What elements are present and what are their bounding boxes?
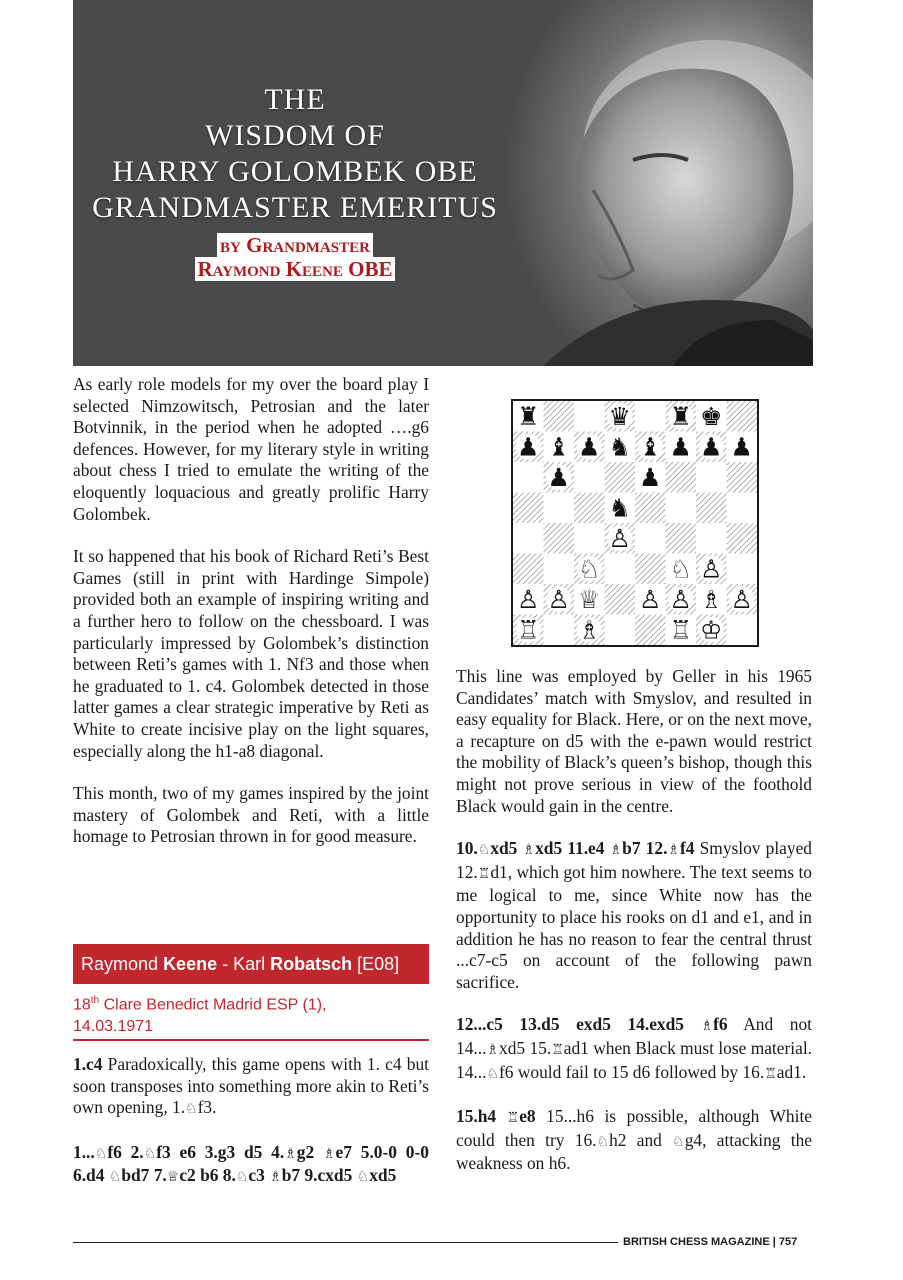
- white-pawn-icon: ♙: [730, 584, 753, 614]
- board-square-b3: [544, 554, 575, 585]
- byline: [73, 258, 517, 280]
- byline-line: by Grandmaster: [217, 233, 373, 257]
- board-square-b5: [544, 493, 575, 524]
- black-knight-icon: ♞: [608, 493, 631, 523]
- board-square-c8: [574, 401, 605, 432]
- white-last-name: Keene: [163, 954, 218, 974]
- title-line: THE: [264, 83, 326, 116]
- page-footer: [623, 1235, 797, 1249]
- move-text: e7 5.0-0 0-0 6.d4: [73, 1141, 429, 1186]
- move-text: xd5: [490, 838, 523, 859]
- rook-figurine-icon: ♖: [764, 1065, 777, 1082]
- black-rook-icon: ♜: [517, 401, 540, 431]
- title-line: WISDOM OF: [205, 119, 385, 152]
- moves-left: [73, 1054, 429, 1210]
- move-text: Smyslov played 12.: [456, 838, 812, 882]
- board-square-b1: [544, 615, 575, 646]
- board-square-f4: [666, 523, 697, 554]
- page-number: 757: [778, 1236, 798, 1248]
- black-pawn-icon: ♟: [639, 462, 662, 492]
- black-pawn-icon: ♟: [547, 462, 570, 492]
- move-paragraph: [456, 838, 812, 993]
- white-bishop-icon: ♗: [578, 615, 601, 645]
- board-square-e1: [635, 615, 666, 646]
- white-pawn-icon: ♙: [639, 584, 662, 614]
- move-bold: 1.c4: [73, 1054, 103, 1074]
- board-square-d3: [605, 554, 636, 585]
- knight-figurine-icon: ♘: [235, 1169, 249, 1186]
- knight-figurine-icon: ♘: [185, 1101, 198, 1118]
- bishop-figurine-icon: ♗: [700, 1018, 714, 1035]
- move-text: Paradoxically, this game opens with 1. c4 but soon transposes into something more akin to Reti’s own opening, 1.: [73, 1054, 429, 1118]
- move-text: f6: [713, 1014, 728, 1035]
- move-text: f6 2.: [107, 1141, 144, 1162]
- left-column: [73, 374, 429, 869]
- move-bold: [456, 838, 694, 858]
- board-svg: [513, 401, 757, 645]
- board-square-g6: [696, 462, 727, 493]
- black-pawn-icon: ♟: [700, 432, 723, 462]
- white-knight-icon: ♘: [578, 554, 601, 584]
- move-bold: [456, 1106, 536, 1126]
- black-pawn-icon: ♟: [517, 432, 540, 462]
- board-square-d2: [605, 584, 636, 615]
- white-queen-icon: ♕: [578, 584, 601, 614]
- rook-figurine-icon: ♖: [551, 1041, 564, 1058]
- board-square-c5: [574, 493, 605, 524]
- move-text: xd5 15.: [499, 1037, 552, 1058]
- byline: [73, 234, 517, 256]
- knight-figurine-icon: ♘: [108, 1169, 122, 1186]
- white-pawn-icon: ♙: [517, 584, 540, 614]
- move-text: ad1.: [776, 1061, 807, 1082]
- board-square-a5: [513, 493, 544, 524]
- title-line: GRANDMASTER EMERITUS: [92, 191, 498, 224]
- move-text: c2 b6 8.: [179, 1165, 236, 1186]
- black-bishop-icon: ♝: [639, 432, 662, 462]
- move-text: e8: [519, 1106, 536, 1127]
- move-text: xd5: [369, 1165, 397, 1186]
- move-text: 15.h4: [456, 1106, 507, 1127]
- knight-figurine-icon: ♘: [94, 1145, 108, 1162]
- white-knight-icon: ♘: [669, 554, 692, 584]
- board-square-b4: [544, 523, 575, 554]
- board-square-d1: [605, 615, 636, 646]
- knight-figurine-icon: ♘: [477, 842, 491, 859]
- board-square-h6: [727, 462, 758, 493]
- move-paragraph: [456, 1014, 812, 1085]
- bishop-figurine-icon: ♗: [486, 1041, 499, 1058]
- black-knight-icon: ♞: [608, 432, 631, 462]
- board-square-c4: [574, 523, 605, 554]
- black-king-icon: ♚: [700, 401, 723, 431]
- round-number: 18: [73, 996, 91, 1014]
- magazine-name: BRITISH CHESS MAGAZINE: [623, 1236, 770, 1248]
- move-text: ad1 when Black must lose material. 14...: [456, 1037, 813, 1082]
- move-text: d1, which got him nowhere. The text seems to me logical to me, since White now has the opportunity to place his rooks on d1 and e1, and in addition he has no reason to fear the central thrust ...c7-c5 on account of the following pawn sacrifice.: [456, 861, 812, 992]
- board-square-h8: [727, 401, 758, 432]
- bishop-figurine-icon: ♗: [522, 842, 536, 859]
- black-queen-icon: ♛: [608, 401, 631, 431]
- black-bishop-icon: ♝: [547, 432, 570, 462]
- move-paragraph: [73, 1054, 429, 1121]
- black-rook-icon: ♜: [669, 401, 692, 431]
- move-paragraph: [73, 1142, 429, 1189]
- chess-board-diagram: [511, 399, 759, 647]
- board-square-e3: [635, 554, 666, 585]
- knight-figurine-icon: ♘: [356, 1169, 370, 1186]
- black-pawn-icon: ♟: [669, 432, 692, 462]
- move-text: b7 9.cxd5: [281, 1165, 357, 1186]
- move-text: bd7 7.: [121, 1165, 167, 1186]
- white-bishop-icon: ♗: [700, 584, 723, 614]
- knight-figurine-icon: ♘: [143, 1145, 157, 1162]
- move-text: f6 would fail to 15 d6 followed by 16.: [499, 1061, 765, 1082]
- event-divider: [73, 1039, 429, 1041]
- board-square-c6: [574, 462, 605, 493]
- event-info: [73, 990, 429, 1038]
- move-text: xd5 11.e4: [535, 838, 610, 859]
- move-text: g2: [296, 1141, 323, 1162]
- move-paragraph: [456, 1106, 812, 1175]
- board-square-h4: [727, 523, 758, 554]
- bishop-figurine-icon: ♗: [269, 1169, 282, 1186]
- event-name: Clare Benedict Madrid ESP (1),: [99, 996, 327, 1014]
- board-square-f5: [666, 493, 697, 524]
- black-first-name: Karl: [233, 954, 266, 974]
- board-square-e5: [635, 493, 666, 524]
- white-rook-icon: ♖: [669, 615, 692, 645]
- paragraph: This line was employed by Geller in his 1965 Candidates’ match with Smyslov, and resulted in easy equality for Black. Here, or on the next move, a recapture on d5 with the e-pawn would restrict the mobility of Black’s queen’s bishop, though this might not prove serious in view of the foothold Black would gain in the centre.: [456, 666, 812, 816]
- move-text: 12...c5 13.d5 exd5 14.exd5: [456, 1014, 701, 1035]
- move-text: g4, attacking the weakness on h6.: [456, 1129, 812, 1174]
- white-first-name: Raymond: [81, 954, 159, 974]
- header-banner: [73, 0, 813, 366]
- board-square-e8: [635, 401, 666, 432]
- board-square-h5: [727, 493, 758, 524]
- bishop-figurine-icon: ♗: [284, 1145, 297, 1162]
- title-line: HARRY GOLOMBEK OBE: [112, 155, 478, 188]
- footer-separator: |: [769, 1236, 779, 1248]
- players-separator: -: [217, 954, 234, 974]
- board-square-g4: [696, 523, 727, 554]
- move-text: h2 and: [609, 1129, 673, 1150]
- bishop-figurine-icon: ♗: [609, 842, 623, 859]
- event-date: 14.03.1971: [73, 1018, 154, 1036]
- byline-line: Raymond Keene OBE: [195, 257, 396, 281]
- move-text: b7 12.: [622, 838, 668, 859]
- knight-figurine-icon: ♘: [596, 1133, 610, 1150]
- round-suffix: th: [90, 995, 100, 1006]
- black-last-name: Robatsch: [270, 954, 353, 974]
- black-pawn-icon: ♟: [578, 432, 601, 462]
- board-square-e4: [635, 523, 666, 554]
- rook-figurine-icon: ♖: [477, 865, 491, 882]
- black-pawn-icon: ♟: [730, 432, 753, 462]
- board-square-d6: [605, 462, 636, 493]
- knight-figurine-icon: ♘: [672, 1133, 685, 1150]
- move-bold: [456, 1014, 728, 1034]
- white-pawn-icon: ♙: [700, 554, 723, 584]
- right-column: [456, 666, 812, 1196]
- eco-code: [E08]: [357, 954, 400, 974]
- board-square-b8: [544, 401, 575, 432]
- board-square-a6: [513, 462, 544, 493]
- board-square-a3: [513, 554, 544, 585]
- queen-figurine-icon: ♕: [166, 1169, 180, 1186]
- board-square-f6: [666, 462, 697, 493]
- white-pawn-icon: ♙: [608, 523, 631, 553]
- board-square-h3: [727, 554, 758, 585]
- move-text: 15...h6 is possible, although White could then try 16.: [456, 1106, 812, 1150]
- game-header: [73, 944, 429, 984]
- paragraph: This month, two of my games inspired by the joint mastery of Golombek and Reti, with a little homage to Petrosian thrown in for good measure.: [73, 783, 429, 847]
- paragraph: It so happened that his book of Richard Reti’s Best Games (still in print with Hardinge Simpole) provided both an example of inspiring writing and a further hero to follow on the chessboard. I was particularly impressed by Golombek’s distinction between Reti’s games with 1. Nf3 and those when he graduated to 1. c4. Golombek detected in those latter games a clear strategic imperative by Reti as White to create incisive play on the light squares, especially along the h1-a8 diagonal.: [73, 546, 429, 761]
- white-rook-icon: ♖: [517, 615, 540, 645]
- move-text: f3.: [197, 1097, 217, 1118]
- bishop-figurine-icon: ♗: [322, 1145, 336, 1162]
- move-text: And not 14...: [456, 1014, 812, 1058]
- paragraph: As early role models for my over the board play I selected Nimzowitsch, Petrosian and the later Botvinnik, in the period when he adopted ….g6 defences. However, for my literary style in writing about chess I tried to emulate the writing of the eloquently loquacious and greatly prolific Harry Golombek.: [73, 374, 429, 524]
- board-square-h1: [727, 615, 758, 646]
- move-text: c3: [248, 1165, 270, 1186]
- board-square-a4: [513, 523, 544, 554]
- white-king-icon: ♔: [700, 615, 723, 645]
- board-square-g5: [696, 493, 727, 524]
- footer-rule: [73, 1242, 618, 1243]
- move-text: f4: [679, 838, 695, 859]
- move-text: 1...: [73, 1141, 95, 1162]
- white-pawn-icon: ♙: [547, 584, 570, 614]
- move-text: 10.: [456, 838, 478, 859]
- bishop-figurine-icon: ♗: [667, 842, 680, 859]
- knight-figurine-icon: ♘: [486, 1065, 499, 1082]
- white-pawn-icon: ♙: [669, 584, 692, 614]
- rook-figurine-icon: ♖: [506, 1110, 520, 1127]
- move-text: f3 e6 3.g3 d5 4.: [156, 1141, 285, 1162]
